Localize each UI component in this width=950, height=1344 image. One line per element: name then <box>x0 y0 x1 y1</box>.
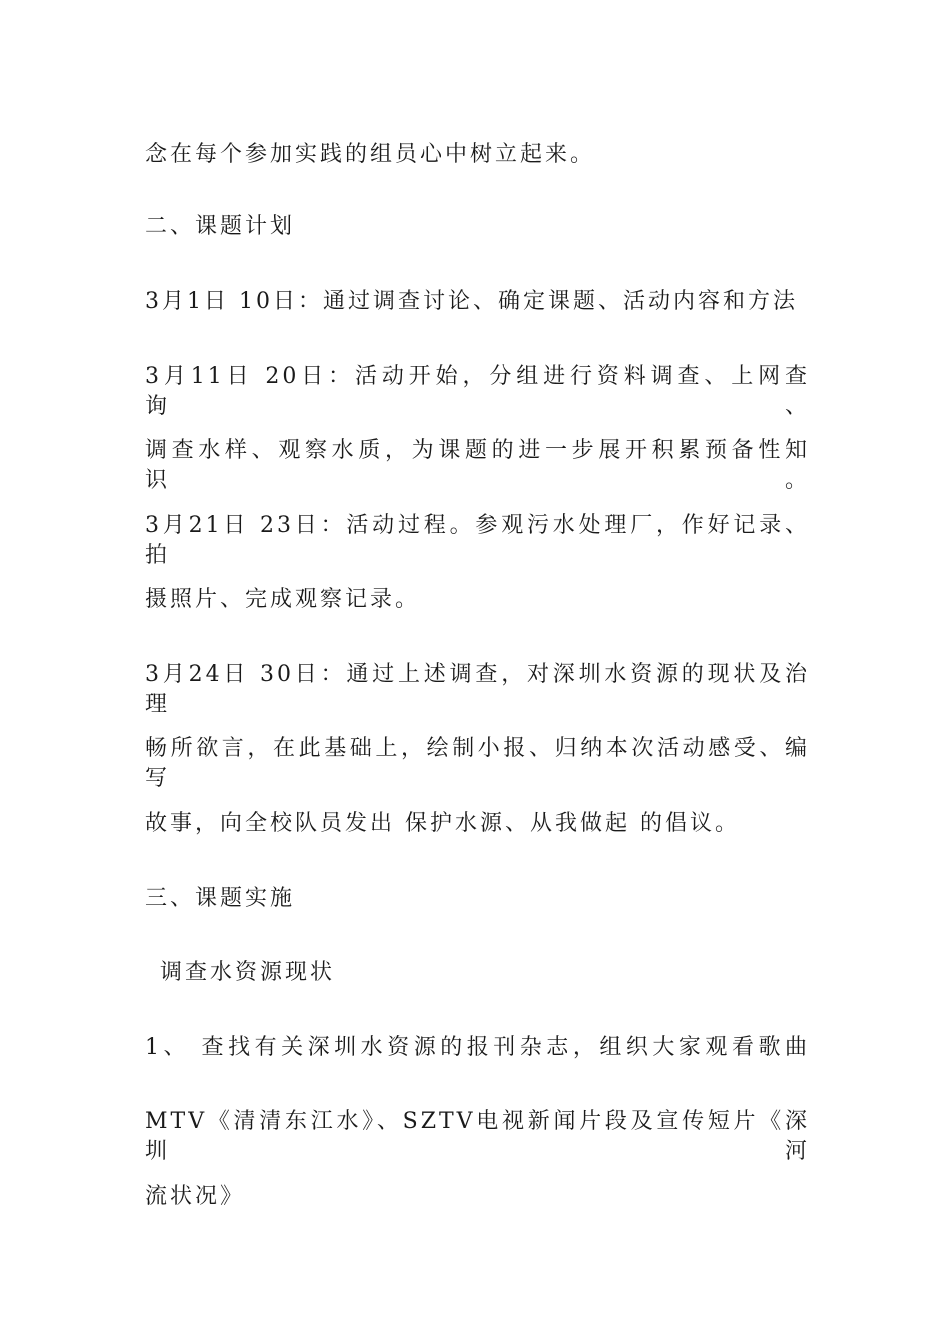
text-line: 念在每个参加实践的组员心中树立起来。 <box>145 142 596 167</box>
text-line: 1、 查找有关深圳水资源的报刊杂志，组织大家观看歌曲 <box>145 1035 810 1060</box>
section-heading: 二、课题计划 <box>145 214 296 239</box>
subsection-heading: 调查水资源现状 <box>160 960 336 985</box>
text-line: 3月21日 23日：活动过程。参观污水处理厂，作好记录、拍 <box>145 513 810 568</box>
text-line: MTV《清清东江水》、SZTV电视新闻片段及宣传短片《深圳河 <box>145 1109 810 1164</box>
text-line: 摄照片、完成观察记录。 <box>145 587 421 612</box>
section-heading: 三、课题实施 <box>145 886 296 911</box>
text-line: 3月11日 20日：活动开始，分组进行资料调查、上网查询、 <box>145 364 810 419</box>
text-line: 畅所欲言，在此基础上，绘制小报、归纳本次活动感受、编写 <box>145 736 810 791</box>
text-line: 3月24日 30日：通过上述调查，对深圳水资源的现状及治理 <box>145 662 810 717</box>
text-line: 故事，向全校队员发出 保护水源、从我做起 的倡议。 <box>145 811 740 836</box>
text-line: 流状况》 <box>145 1184 246 1209</box>
text-line: 调查水样、观察水质，为课题的进一步展开积累预备性知识。 <box>145 438 810 493</box>
text-line: 3月1日 10日：通过调查讨论、确定课题、活动内容和方法 <box>145 289 798 314</box>
